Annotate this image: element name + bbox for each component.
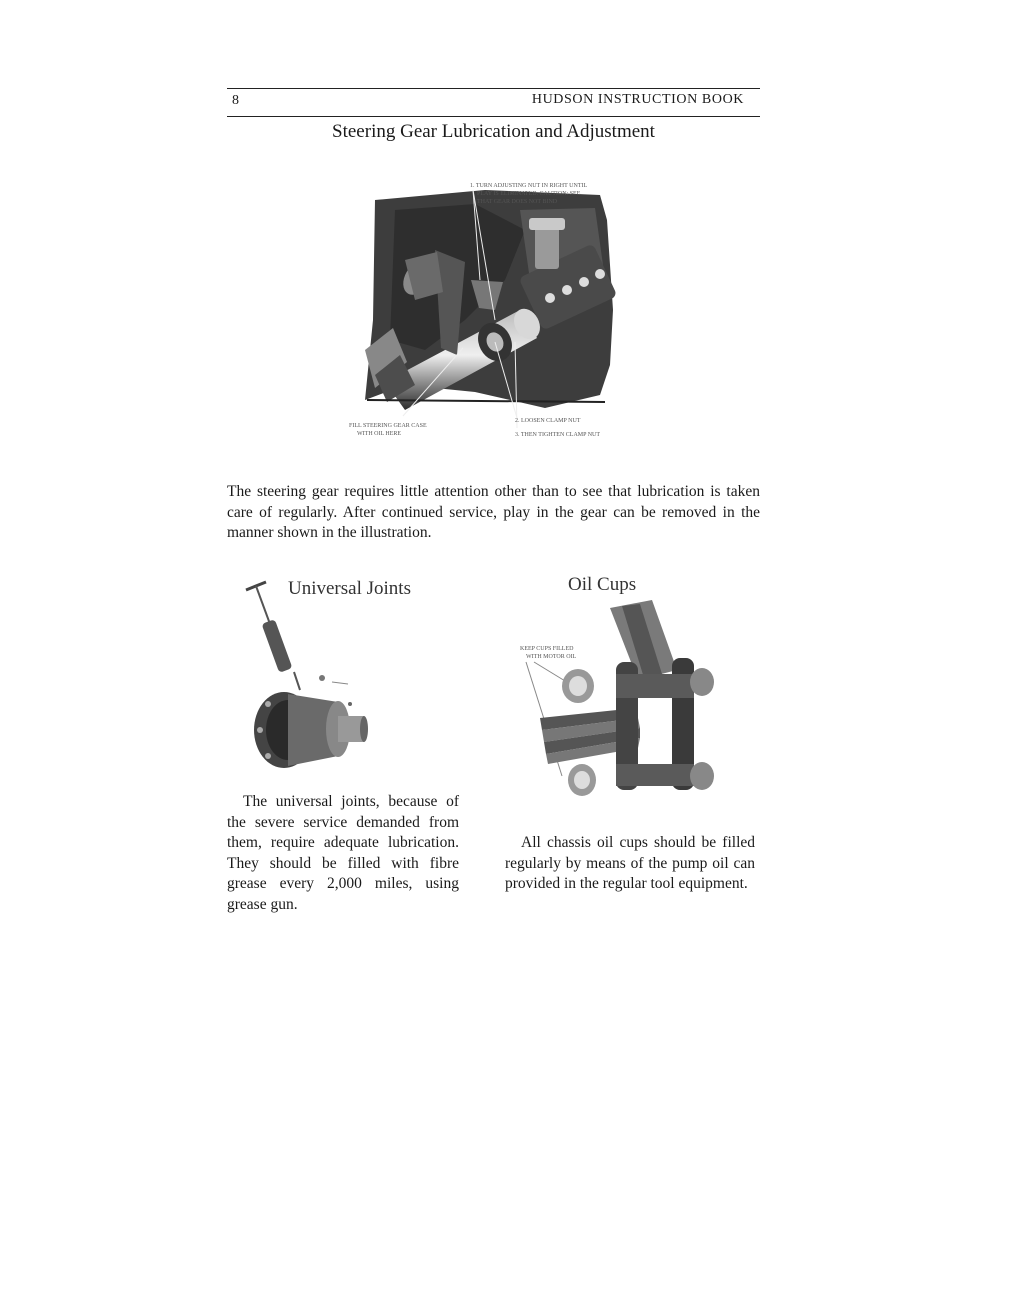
callout-left-line2: WITH OIL HERE: [357, 431, 402, 437]
callout-right-1: 2. LOOSEN CLAMP NUT: [515, 418, 581, 424]
oil-cups-callout-line2: WITH MOTOR OIL: [526, 654, 577, 660]
steering-gear-illustration: [345, 170, 635, 442]
universal-joint-illustration: [240, 572, 440, 777]
page-number: 8: [232, 93, 239, 108]
oil-cups-heading: Oil Cups: [568, 574, 637, 595]
page-title: Steering Gear Lubrication and Adjustment: [332, 121, 655, 142]
oil-cups-illustration: [512, 566, 732, 810]
callout-top-line2: PLAY IS ELIMINATED. CAUTION: SEE: [477, 191, 581, 197]
universal-joints-heading: Universal Joints: [288, 578, 411, 599]
intro-paragraph: The steering gear requires little attention other than to see that lubrication is taken care of regularly. After continued service, play in the gear can be removed in the manner shown in the illustration.: [227, 483, 760, 541]
universal-joints-text: The universal joints, because of the severe service demanded from them, require adequate lubrication. They should be filled with fibre grease every 2,000 miles, using grease gun.: [227, 793, 459, 913]
callout-left-line1: FILL STEERING GEAR CASE: [349, 423, 427, 429]
running-head: HUDSON INSTRUCTION BOOK: [531, 92, 744, 107]
header-rule-top: [227, 88, 760, 89]
oil-cups-callout-line1: KEEP CUPS FILLED: [520, 646, 574, 652]
callout-top-line1: 1. TURN ADJUSTING NUT IN RIGHT UNTIL: [470, 183, 588, 189]
callout-right-2: 3. THEN TIGHTEN CLAMP NUT: [515, 432, 601, 438]
oil-cups-text: All chassis oil cups should be filled regularly by means of the pump oil can provided in the regular tool equipment.: [505, 834, 755, 892]
header-rule-bottom: [227, 116, 760, 117]
callout-top-line3: THAT GEAR DOES NOT BIND: [477, 199, 558, 205]
